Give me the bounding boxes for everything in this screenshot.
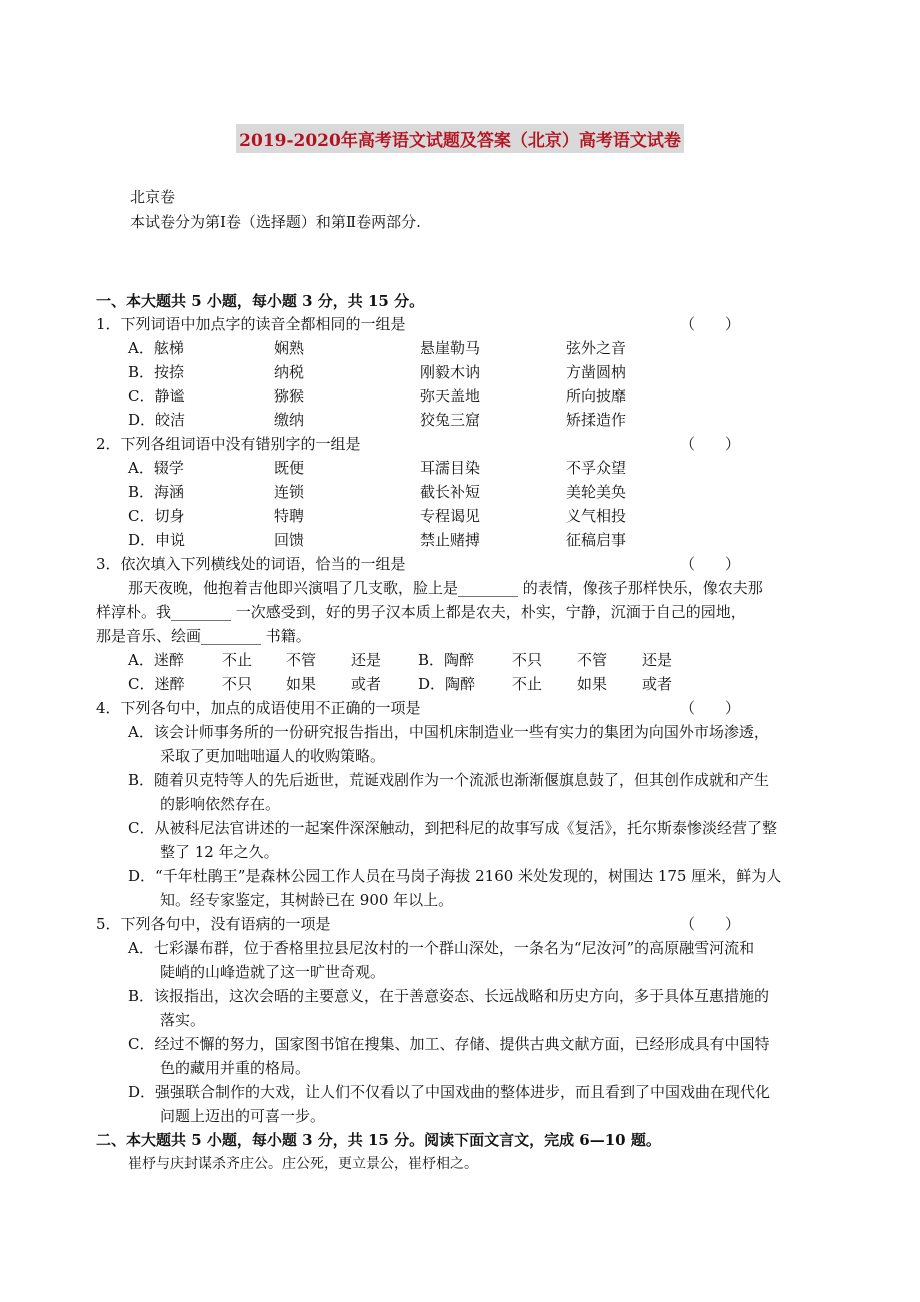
option-cell: 不只 (222, 675, 253, 693)
option-cell: 征稿启事 (566, 531, 627, 549)
q2-stem: 2．下列各组词语中没有错别字的一组是 (96, 435, 361, 453)
option-cell: 或者 (351, 675, 382, 693)
q5-option-line: 落实。 (160, 1011, 206, 1029)
option-cell: 弦外之音 (566, 339, 627, 357)
option-cell: 还是 (351, 651, 382, 669)
option-cell: B．陶醉 (418, 651, 475, 669)
q3-passage-line: 那是音乐、绘画________ 书籍。 (96, 627, 311, 645)
q4-option-line: B．随着贝克特等人的先后逝世，荒诞戏剧作为一个流派也渐渐偃旗息鼓了，但其创作成就和产生 (128, 771, 770, 789)
option-cell: A．迷醉 (128, 651, 184, 669)
option-cell: C．迷醉 (128, 675, 185, 693)
option-cell: 弥天盖地 (420, 387, 481, 405)
option-cell: 所向披靡 (566, 387, 627, 405)
document-title: 2019-2020年高考语文试题及答案（北京）高考语文试卷 (236, 124, 684, 153)
q3-passage-line: 样淳朴。我________ 一次感受到，好的男子汉本质上都是农夫，朴实，宁静，沉湎于自己的园地， (96, 603, 746, 621)
option-cell: 回馈 (274, 531, 305, 549)
option-cell: A．辍学 (128, 459, 184, 477)
title-wrap (0, 124, 920, 153)
section2-passage: 崔杼与庆封谋杀齐庄公。庄公死，更立景公，崔杼相之。 (128, 1156, 478, 1172)
option-cell: 不只 (512, 651, 543, 669)
option-cell: 特聘 (274, 507, 305, 525)
option-cell: 或者 (642, 675, 673, 693)
option-cell: B．海涵 (128, 483, 185, 501)
option-cell: 不止 (512, 675, 543, 693)
option-cell: 纳税 (274, 363, 305, 381)
option-cell: D．皎洁 (128, 411, 186, 429)
volume-label: 北京卷 (130, 188, 176, 206)
option-cell: 不管 (577, 651, 608, 669)
q5-option-line: 陡峭的山峰造就了这一旷世奇观。 (160, 963, 386, 981)
q5-answer-paren: （ ） (680, 915, 741, 933)
option-cell: 缴纳 (274, 411, 305, 429)
q3-answer-paren: （ ） (680, 555, 741, 573)
q4-answer-paren: （ ） (680, 699, 741, 717)
option-cell: 矫揉造作 (566, 411, 627, 429)
option-cell: 如果 (286, 675, 317, 693)
option-cell: C．切身 (128, 507, 185, 525)
q1-answer-paren: （ ） (680, 315, 741, 333)
option-cell: 不止 (222, 651, 253, 669)
option-cell: 不孚众望 (566, 459, 627, 477)
q4-option-line: 的影响依然存在。 (160, 795, 281, 813)
q5-option-line: A．七彩瀑布群，位于香格里拉县尼汝村的一个群山深处，一条名为“尼汝河”的高原融雪河流和 (128, 939, 755, 957)
option-cell: 不管 (286, 651, 317, 669)
option-cell: D．申说 (128, 531, 186, 549)
option-cell: D．陶醉 (418, 675, 476, 693)
option-cell: 义气相投 (566, 507, 627, 525)
option-cell: 还是 (642, 651, 673, 669)
option-cell: 截长补短 (420, 483, 481, 501)
q5-option-line: 色的藏用并重的格局。 (160, 1059, 311, 1077)
option-cell: 既便 (274, 459, 305, 477)
option-cell: 连锁 (274, 483, 305, 501)
option-cell: 刚毅木讷 (420, 363, 481, 381)
q3-stem: 3．依次填入下列横线处的词语，恰当的一组是 (96, 555, 406, 573)
option-cell: 耳濡目染 (420, 459, 481, 477)
option-cell: 禁止赌搏 (420, 531, 481, 549)
q5-stem: 5．下列各句中，没有语病的一项是 (96, 915, 331, 933)
option-cell: B．按捺 (128, 363, 185, 381)
q4-stem: 4．下列各句中，加点的成语使用不正确的一项是 (96, 699, 421, 717)
option-cell: A．舷梯 (128, 339, 184, 357)
option-cell: 娴熟 (274, 339, 305, 357)
q4-option-line: 知。经专家鉴定，其树龄已在 900 年以上。 (160, 891, 454, 909)
option-cell: 专程谒见 (420, 507, 481, 525)
section1-heading: 一、本大题共 5 小题，每小题 3 分，共 15 分。 (96, 292, 425, 310)
option-cell: C．静谧 (128, 387, 185, 405)
section2-heading: 二、本大题共 5 小题，每小题 3 分，共 15 分。阅读下面文言文，完成 6—10 题。 (96, 1131, 661, 1149)
option-cell: 狡兔三窟 (420, 411, 481, 429)
q4-option-line: A．该会计师事务所的一份研究报告指出，中国机床制造业一些有实力的集团为向国外市场渗透， (128, 723, 769, 741)
q5-option-line: C．经过不懈的努力，国家图书馆在搜集、加工、存储、提供古典文献方面，已经形成具有中国特 (128, 1035, 770, 1053)
q2-answer-paren: （ ） (680, 435, 741, 453)
intro-text: 本试卷分为第Ⅰ卷（选择题）和第Ⅱ卷两部分. (130, 213, 421, 231)
option-cell: 悬崖勒马 (420, 339, 481, 357)
q4-option-line: 整了 12 年之久。 (160, 843, 279, 861)
q5-option-line: 问题上迈出的可喜一步。 (160, 1107, 326, 1125)
q5-option-line: D．强强联合制作的大戏，让人们不仅看以了中国戏曲的整体进步，而且看到了中国戏曲在现代化 (128, 1083, 771, 1101)
q5-option-line: B．该报指出，这次会晤的主要意义，在于善意姿态、长远战略和历史方向，多于具体互惠措施的 (128, 987, 770, 1005)
option-cell: 如果 (577, 675, 608, 693)
option-cell: 猕猴 (274, 387, 305, 405)
q4-option-line: C．从被科尼法官讲述的一起案件深深触动，到把科尼的故事写成《复活》，托尔斯泰惨淡经营了整 (128, 819, 777, 837)
q1-stem: 1．下列词语中加点字的读音全都相同的一组是 (96, 315, 406, 333)
q4-option-line: 采取了更加咄咄逼人的收购策略。 (160, 747, 386, 765)
q3-passage-line: 那天夜晚，他抱着吉他即兴演唱了几支歌，脸上是________ 的表情，像孩子那样快乐，像农夫那 (128, 579, 763, 597)
option-cell: 方凿圆枘 (566, 363, 627, 381)
q4-option-line: D．“千年杜鹃王”是森林公园工作人员在马岗子海拔 2160 米处发现的，树围达 175 厘米，鲜为人 (128, 867, 782, 885)
option-cell: 美轮美奂 (566, 483, 627, 501)
